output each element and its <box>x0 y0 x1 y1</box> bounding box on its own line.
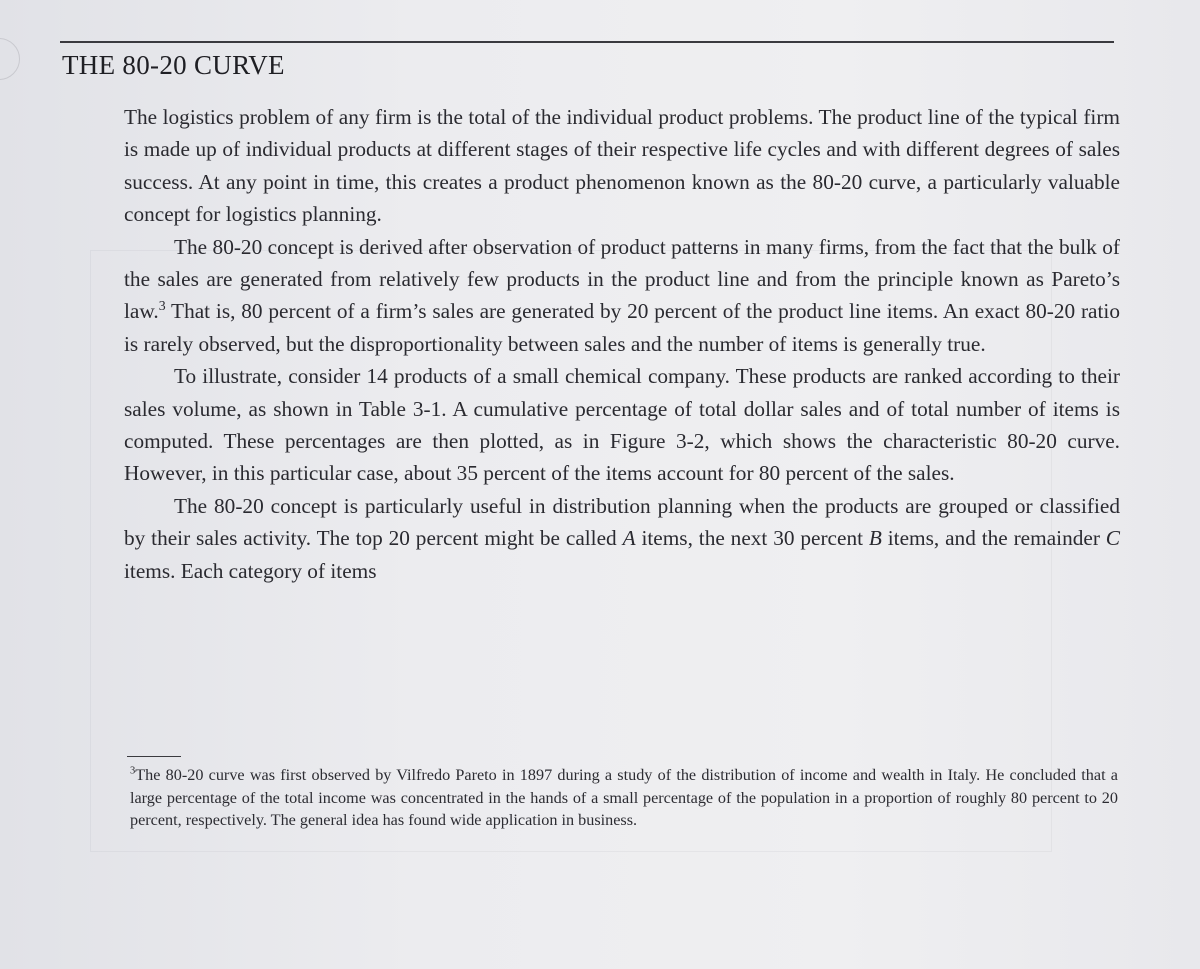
paragraph-2-start: The 80-20 concept is derived after observation of product patterns in many firms, from the fact that the bulk of the sales are generated from relatively few products in the product line and from the principle known as Pareto’s law. <box>124 234 1120 324</box>
category-c-label: C <box>1105 526 1120 551</box>
paragraph-4 <box>124 490 1120 587</box>
paragraph-3: To illustrate, consider 14 products of a small chemical company. These products are ranked according to their sales volume, as shown in Table 3-1. A cumulative percentage of total dollar sales and of total number of items is computed. These percentages are then plotted, as in Figure 3-2, which shows the characteristic 80-20 curve. However, in this particular case, about 35 percent of the items account for 80 percent of the sales. <box>124 364 1120 486</box>
paragraph-4-part-3: items, and the remainder <box>881 526 1106 551</box>
footnote-marker: 3 <box>130 765 136 777</box>
footnote-rule <box>127 756 181 757</box>
section-heading: THE 80-20 CURVE <box>62 50 285 80</box>
paragraph-4-part-1: The 80-20 concept is particularly useful in distribution planning when the products are grouped or classified by their sales activity. The top 20 percent might be called <box>124 493 1120 551</box>
footnote-reference: 3 <box>158 298 166 314</box>
paragraph-4-part-4: items. Each category of items <box>124 558 377 583</box>
footnote-text: The 80-20 curve was first observed by Vilfredo Pareto in 1897 during a study of the distribution of income and wealth in Italy. He concluded that a large percentage of the total income was concentrated in the hands of a small percentage of the population in a proportion of roughly 80 percent to 20 percent, respectively. The general idea has found wide application in business. <box>130 766 1118 830</box>
margin-hole-mark <box>0 38 20 80</box>
category-a-label: A <box>622 526 636 551</box>
category-b-label: B <box>868 526 882 551</box>
paragraph-2-end: That is, 80 percent of a firm’s sales are generated by 20 percent of the product line items. An exact 80-20 ratio is rarely observed, but the disproportionality between sales and the number of items is generally true. <box>124 299 1120 356</box>
paragraph-1: The logistics problem of any firm is the total of the individual product problems. The product line of the typical firm is made up of individual products at different stages of their respective life cycles and with different degrees of sales success. At any point in time, this creates a product phenomenon known as the 80-20 curve, a particularly valuable concept for logistics planning. <box>124 105 1120 227</box>
body-text <box>124 101 1120 587</box>
paragraph-4-part-2: items, the next 30 percent <box>635 526 869 551</box>
paragraph-2 <box>124 231 1120 361</box>
top-rule <box>60 41 1114 43</box>
footnote <box>130 764 1118 832</box>
